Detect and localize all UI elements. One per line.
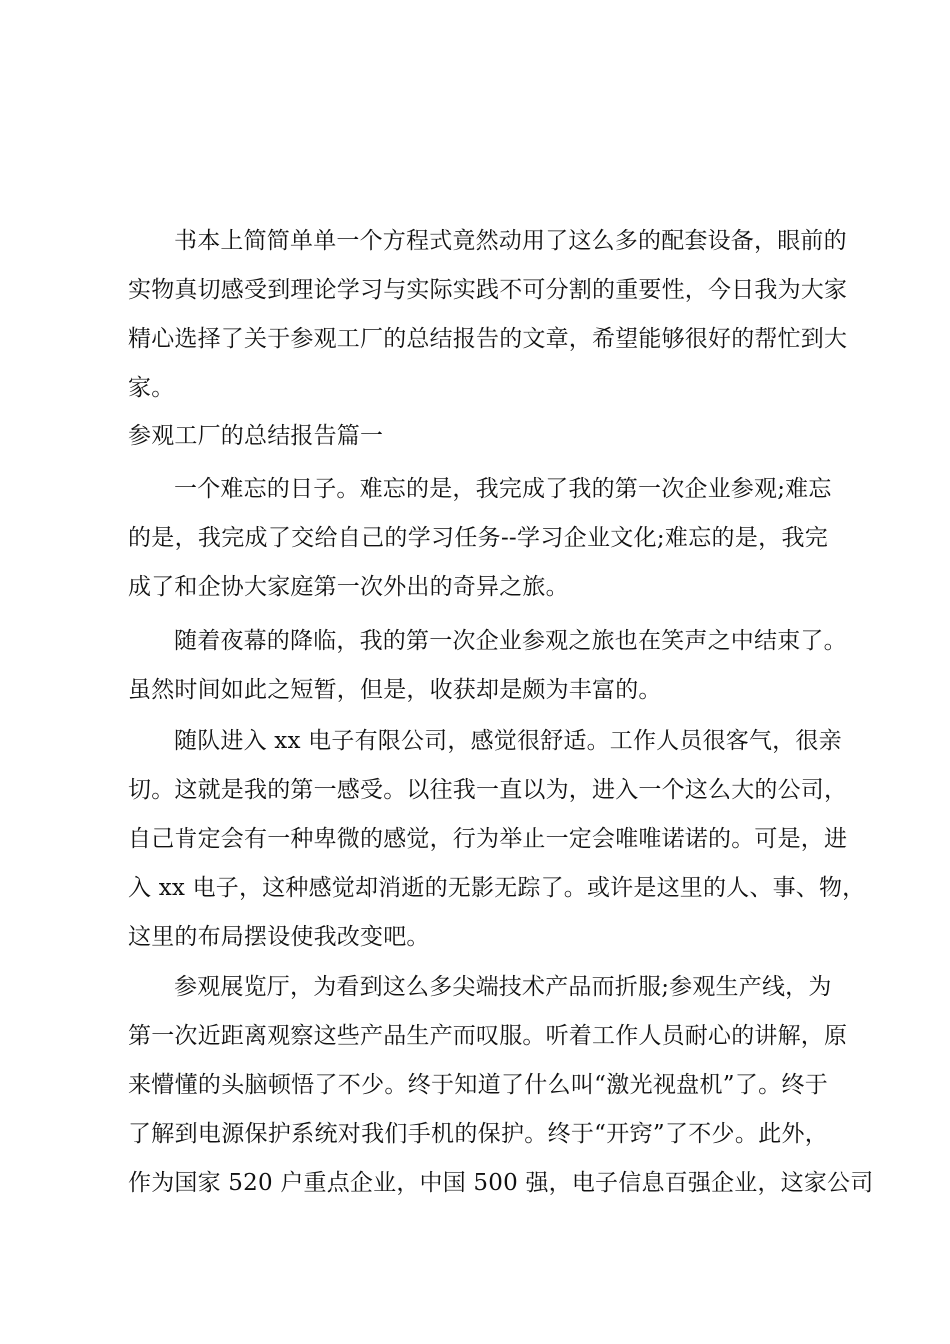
paragraph-1-line-4: 家。	[128, 375, 175, 401]
paragraph-4-line-2: 切。这就是我的第一感受。以往我一直以为，进入一个这么大的公司，	[128, 777, 848, 803]
paragraph-3-line-1: 随着夜幕的降临，我的第一次企业参观之旅也在笑声之中结束了。	[174, 628, 847, 654]
paragraph-5-line-1: 参观展览厅，为看到这么多尖端技术产品而折服;参观生产线，为	[174, 974, 832, 1000]
paragraph-5-line-4: 了解到电源保护系统对我们手机的保护。终于“开窍”了不少。此外，	[128, 1121, 828, 1147]
paragraph-4-line-5: 这里的布局摆设使我改变吧。	[128, 924, 430, 950]
paragraph-4-line-4: 入 xx 电子，这种感觉却消逝的无影无踪了。或许是这里的人、事、物，	[128, 875, 866, 901]
paragraph-1-line-2: 实物真切感受到理论学习与实际实践不可分割的重要性，今日我为大家	[128, 277, 848, 303]
section-heading: 参观工厂的总结报告篇一	[128, 423, 384, 449]
paragraph-2-line-3: 成了和企协大家庭第一次外出的奇异之旅。	[128, 574, 569, 600]
paragraph-2-line-1: 一个难忘的日子。难忘的是，我完成了我的第一次企业参观;难忘	[174, 476, 832, 502]
paragraph-5-line-3: 来懵懂的头脑顿悟了不少。终于知道了什么叫“激光视盘机”了。终于	[128, 1072, 828, 1098]
paragraph-1-line-1: 书本上简简单单一个方程式竟然动用了这么多的配套设备，眼前的	[174, 228, 847, 254]
paragraph-3-line-2: 虽然时间如此之短暂，但是，收获却是颇为丰富的。	[128, 677, 662, 703]
paragraph-4-line-3: 自己肯定会有一种卑微的感觉，行为举止一定会唯唯诺诺的。可是，进	[128, 826, 848, 852]
paragraph-5-line-5: 作为国家 520 户重点企业，中国 500 强，电子信息百强企业，这家公司	[128, 1170, 874, 1196]
paragraph-4-line-1: 随队进入 xx 电子有限公司，感觉很舒适。工作人员很客气，很亲	[174, 728, 842, 754]
paragraph-2-line-2: 的是，我完成了交给自己的学习任务--学习企业文化;难忘的是，我完	[128, 525, 828, 551]
paragraph-1-line-3: 精心选择了关于参观工厂的总结报告的文章，希望能够很好的帮忙到大	[128, 326, 848, 352]
paragraph-5-line-2: 第一次近距离观察这些产品生产而叹服。听着工作人员耐心的讲解，原	[128, 1023, 848, 1049]
